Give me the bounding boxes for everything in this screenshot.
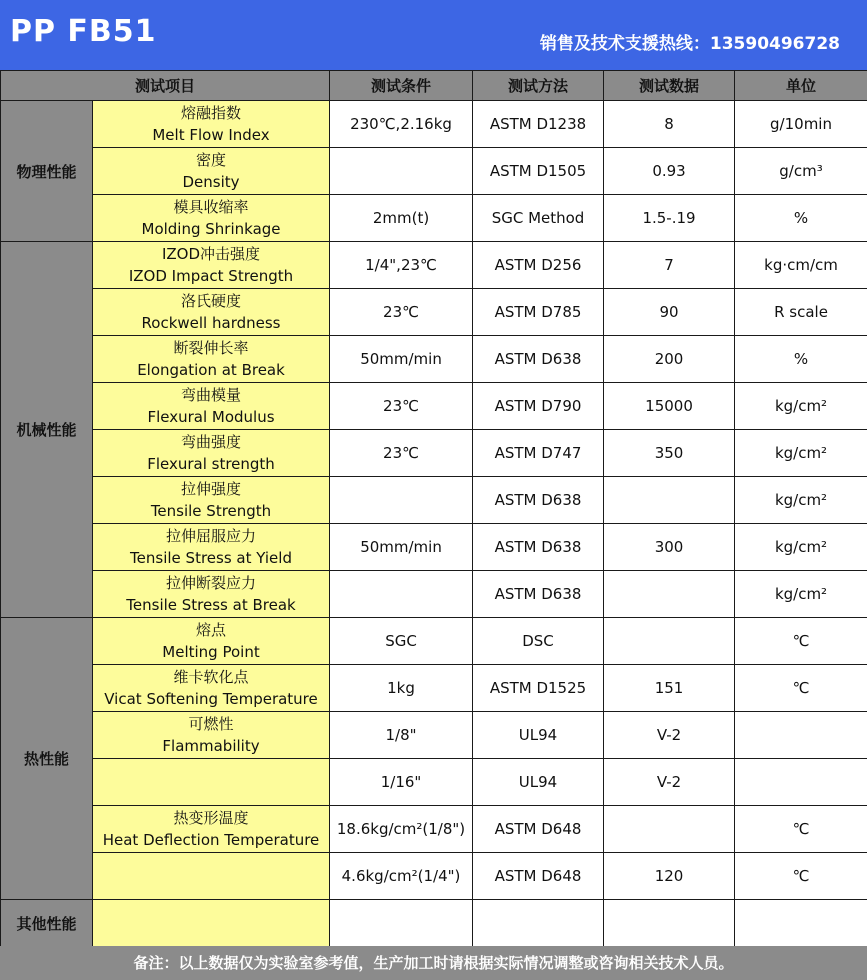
test-condition: 23℃: [330, 430, 473, 477]
column-header-item: 测试项目: [1, 71, 330, 101]
unit: ℃: [735, 665, 867, 712]
test-method: ASTM D648: [473, 853, 604, 900]
property-name: [93, 101, 330, 148]
unit: %: [735, 195, 867, 242]
test-method: ASTM D785: [473, 289, 604, 336]
property-name: [93, 336, 330, 383]
category-physical: 物理性能: [1, 101, 93, 242]
unit: kg/cm²: [735, 477, 867, 524]
test-condition: 230℃,2.16kg: [330, 101, 473, 148]
test-condition: 1kg: [330, 665, 473, 712]
category-mechanical: 机械性能: [1, 242, 93, 618]
test-condition: [330, 477, 473, 524]
test-method: SGC Method: [473, 195, 604, 242]
test-value: [604, 900, 735, 947]
property-name: [93, 665, 330, 712]
test-condition: [330, 571, 473, 618]
table-row: [1, 806, 867, 853]
column-header-method: 测试方法: [473, 71, 604, 101]
header-bar: [0, 0, 867, 70]
table-row: [1, 242, 867, 289]
property-name-en: Density: [182, 173, 240, 191]
test-value: [604, 477, 735, 524]
property-name-en: Melting Point: [162, 643, 260, 661]
property-name-zh: 弯曲强度: [181, 433, 242, 451]
unit: [735, 759, 867, 806]
property-name: [93, 242, 330, 289]
unit: g/10min: [735, 101, 867, 148]
property-name-zh: 断裂伸长率: [173, 339, 249, 357]
property-name-en: Flexural Modulus: [147, 408, 275, 426]
test-value: 120: [604, 853, 735, 900]
test-condition: 18.6kg/cm²(1/8"): [330, 806, 473, 853]
test-value: [604, 571, 735, 618]
test-value: 350: [604, 430, 735, 477]
unit: kg/cm²: [735, 383, 867, 430]
test-method: ASTM D638: [473, 571, 604, 618]
test-condition: 50mm/min: [330, 336, 473, 383]
category-thermal: 热性能: [1, 618, 93, 900]
property-name: [93, 195, 330, 242]
unit: g/cm³: [735, 148, 867, 195]
property-name-zh: IZOD冲击强度: [161, 245, 261, 263]
property-name-zh: 熔融指数: [181, 104, 242, 122]
test-condition: 4.6kg/cm²(1/4"): [330, 853, 473, 900]
footer-note: 备注：以上数据仅为实验室参考值，生产加工时请根据实际情况调整或咨询相关技术人员。: [0, 946, 867, 980]
test-value: 8: [604, 101, 735, 148]
property-name-en: Melt Flow Index: [152, 126, 270, 144]
test-method: ASTM D1238: [473, 101, 604, 148]
property-name-en: Molding Shrinkage: [141, 220, 281, 238]
unit: [735, 900, 867, 947]
test-method: UL94: [473, 759, 604, 806]
test-method: ASTM D747: [473, 430, 604, 477]
property-name-en: Elongation at Break: [137, 361, 285, 379]
table-row: [1, 524, 867, 571]
test-condition: 1/8": [330, 712, 473, 759]
unit: %: [735, 336, 867, 383]
property-name-en: Rockwell hardness: [141, 314, 281, 332]
property-name: [93, 571, 330, 618]
property-name: [93, 477, 330, 524]
test-method: ASTM D256: [473, 242, 604, 289]
property-name-en: Tensile Strength: [150, 502, 272, 520]
hotline-text: 销售及技术支援热线：13590496728: [539, 34, 840, 54]
test-method: DSC: [473, 618, 604, 665]
test-method: ASTM D638: [473, 336, 604, 383]
property-name: [93, 618, 330, 665]
table-row: [1, 712, 867, 759]
table-row: [1, 571, 867, 618]
test-value: 200: [604, 336, 735, 383]
table-row: [1, 101, 867, 148]
property-name-zh: 弯曲模量: [181, 386, 242, 404]
test-value: 7: [604, 242, 735, 289]
table-row: [1, 430, 867, 477]
test-value: 1.5-.19: [604, 195, 735, 242]
unit: ℃: [735, 806, 867, 853]
test-method: ASTM D648: [473, 806, 604, 853]
test-value: [604, 806, 735, 853]
property-name-zh: 密度: [196, 151, 227, 169]
unit: [735, 712, 867, 759]
property-name: [93, 524, 330, 571]
property-name-en: Flammability: [162, 737, 260, 755]
product-title: PP FB51: [10, 14, 157, 49]
unit: kg·cm/cm: [735, 242, 867, 289]
property-name-zh: 拉伸断裂应力: [166, 574, 257, 592]
property-name-en: Flexural strength: [147, 455, 275, 473]
column-header-value: 测试数据: [604, 71, 735, 101]
property-name: [93, 289, 330, 336]
property-name-en: Vicat Softening Temperature: [104, 690, 318, 708]
test-value: 90: [604, 289, 735, 336]
property-name-zh: 可燃性: [188, 715, 234, 733]
test-value: V-2: [604, 712, 735, 759]
unit: kg/cm²: [735, 524, 867, 571]
property-name: [93, 148, 330, 195]
test-value: 151: [604, 665, 735, 712]
property-name: [93, 712, 330, 759]
test-condition: 23℃: [330, 289, 473, 336]
test-condition: SGC: [330, 618, 473, 665]
test-value: 0.93: [604, 148, 735, 195]
property-name-zh: 拉伸强度: [181, 480, 242, 498]
property-name-en: Heat Deflection Temperature: [102, 831, 320, 849]
test-condition: [330, 148, 473, 195]
table-row: [1, 195, 867, 242]
property-name-zh: 洛氏硬度: [181, 292, 242, 310]
test-condition: [330, 900, 473, 947]
unit: kg/cm²: [735, 571, 867, 618]
table-row: [1, 336, 867, 383]
category-other: 其他性能: [1, 900, 93, 947]
property-name-en: Tensile Stress at Break: [126, 596, 296, 614]
table-row: [1, 759, 867, 806]
property-name-en: IZOD Impact Strength: [128, 267, 294, 285]
test-value: V-2: [604, 759, 735, 806]
test-condition: 23℃: [330, 383, 473, 430]
test-method: ASTM D1525: [473, 665, 604, 712]
test-method: ASTM D638: [473, 524, 604, 571]
property-name-zh: 热变形温度: [173, 809, 249, 827]
property-name-zh: 熔点: [196, 621, 227, 639]
unit: ℃: [735, 618, 867, 665]
test-condition: 50mm/min: [330, 524, 473, 571]
table-row: [1, 900, 867, 947]
table-row: [1, 289, 867, 336]
table-row: [1, 477, 867, 524]
test-method: [473, 900, 604, 947]
test-value: [604, 618, 735, 665]
property-name-zh: 维卡软化点: [173, 668, 249, 686]
table-row: [1, 618, 867, 665]
test-method: UL94: [473, 712, 604, 759]
property-name: [93, 806, 330, 853]
test-method: ASTM D638: [473, 477, 604, 524]
unit: R scale: [735, 289, 867, 336]
test-method: ASTM D790: [473, 383, 604, 430]
property-name-en: Tensile Stress at Yield: [130, 549, 292, 567]
property-name: [93, 430, 330, 477]
table-row: [1, 853, 867, 900]
property-name: [93, 853, 330, 900]
test-value: 300: [604, 524, 735, 571]
property-name: [93, 900, 330, 947]
test-condition: 2mm(t): [330, 195, 473, 242]
test-condition: 1/16": [330, 759, 473, 806]
property-name-zh: 模具收缩率: [173, 198, 249, 216]
unit: ℃: [735, 853, 867, 900]
property-name-zh: 拉伸屈服应力: [166, 527, 257, 545]
table-row: [1, 148, 867, 195]
property-name: [93, 383, 330, 430]
column-header-unit: 单位: [735, 71, 867, 101]
column-header-condition: 测试条件: [330, 71, 473, 101]
test-method: ASTM D1505: [473, 148, 604, 195]
properties-table: [0, 70, 867, 947]
table-row: [1, 665, 867, 712]
test-condition: 1/4",23℃: [330, 242, 473, 289]
table-row: [1, 383, 867, 430]
property-name: [93, 759, 330, 806]
unit: kg/cm²: [735, 430, 867, 477]
test-value: 15000: [604, 383, 735, 430]
table-header-row: [1, 71, 867, 101]
